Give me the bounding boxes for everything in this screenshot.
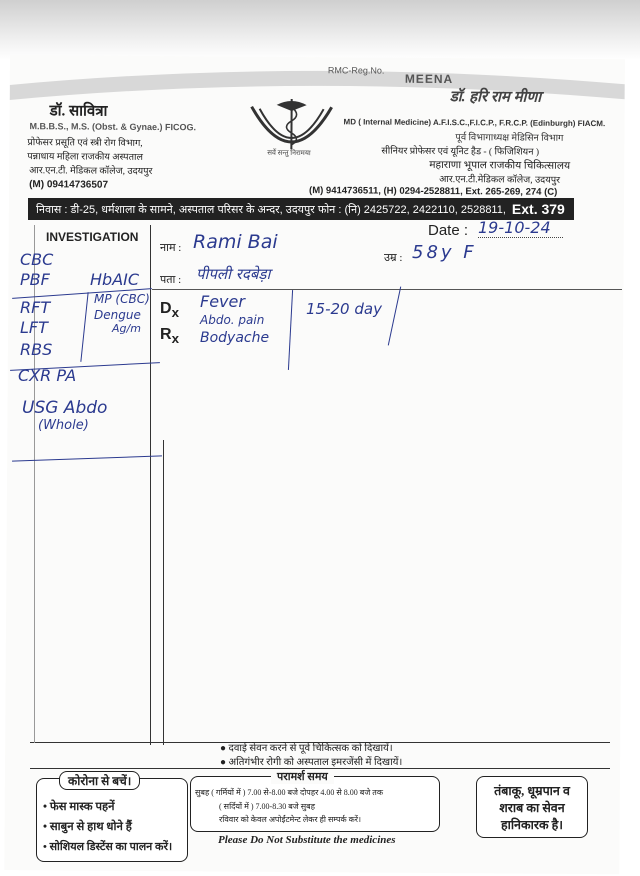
rmc-reg: RMC-Reg.No.: [327, 65, 385, 76]
consult-line-3: रविवार को केवल अपोईंटमेन्ट लेकर ही सम्पर्क करें।: [219, 815, 362, 824]
investigation-divider-lower: [163, 440, 164, 745]
address-ext: Ext. 379: [511, 201, 565, 217]
rx-label: $R_x$: [160, 326, 179, 347]
footer-note-1: ● दवाई सेवन करने से पूर्व चिकित्सक को दिखायें।: [220, 743, 393, 754]
date-label: Date :: [428, 222, 469, 239]
doctor-left-name: डॉ. सावित्रा: [49, 103, 108, 120]
inv-hba1c: HbAIC: [90, 270, 140, 289]
consult-title: परामर्श समय: [271, 769, 334, 784]
dx-abdo-pain: Abdo. pain: [200, 313, 265, 327]
consult-line-2: ( सर्दियों में ) 7.00-8.30 बजे सुबह: [219, 802, 315, 811]
corona-title: कोरोना से बचें।: [59, 771, 140, 790]
date-value: 19-10-24: [478, 218, 563, 238]
investigation-label: INVESTIGATION: [46, 230, 139, 244]
inv-rft: RFT: [20, 298, 51, 317]
inv-ag-m: Ag/m: [112, 322, 141, 335]
scan-top-shadow: [0, 0, 640, 60]
doctor-right-phone: (M) 9414736511, (H) 0294-2528811, Ext. 265-269, 274 (C): [309, 185, 558, 198]
inv-mp-cbc: MP (CBC): [94, 292, 150, 306]
patient-name: Rami Bai: [193, 231, 278, 253]
tobacco-box: [476, 776, 588, 838]
dx-fever: Fever: [200, 292, 245, 311]
age-label: उम्र :: [384, 252, 403, 264]
inv-rbs: RBS: [20, 340, 53, 359]
corona-item-hands: • साबुन से हाथ धोने हैं: [43, 821, 132, 833]
corona-item-distance: • सोशियल डिस्टेंस का पालन करें।: [43, 841, 173, 853]
patient-info-line: [152, 289, 622, 290]
doctor-left-college: आर.एन.टी. मेडिकल कॉलेज, उदयपुर: [29, 166, 153, 177]
inv-usg: USG Abdo: [22, 398, 108, 418]
footer-note-2: ● अतिगंभीर रोगी को अस्पताल इमरजेंसी में दिखायें।: [220, 757, 403, 768]
doctor-right-college: आर.एन.टी.मेडिकल कॉलेज, उदयपुर: [439, 174, 561, 186]
consult-line-1: सुबह ( गर्मियों में ) 7.00 से-8.00 बजे दोपहर 4.00 से 8.00 बजे तक: [195, 788, 383, 797]
doctor-right-name-hindi: डॉ. हरि राम मीणा: [449, 89, 542, 106]
dx-label: $D_x$: [160, 300, 179, 321]
inv-cbc: CBC: [20, 250, 54, 269]
inv-cxr: CXR PA: [18, 366, 77, 385]
inv-usg-whole: (Whole): [38, 418, 89, 433]
doctor-left-quals: M.B.B.S., M.S. (Obst. & Gynae.) FICOG.: [29, 121, 197, 133]
doctor-right-hospital: महाराणा भूपाल राजकीय चिकित्सालय: [429, 159, 571, 172]
inv-pbf: PBF: [20, 270, 50, 289]
address-band: [28, 198, 574, 220]
inv-dengue: Dengue: [94, 308, 141, 322]
patient-age: 58y F: [412, 242, 477, 263]
patient-address: पीपली रदबेड़ा: [196, 265, 271, 283]
consult-box: [190, 771, 440, 832]
substitute-note: Please Do Not Substitute the medicines: [218, 834, 396, 846]
tobacco-warning: तंबाकू, धूम्रपान व शराब का सेवन हानिकारक है।: [494, 784, 570, 832]
investigation-divider: [150, 225, 151, 745]
dx-duration: 15-20 day: [306, 300, 382, 318]
doctor-left-role: प्रोफेसर प्रसूति एवं स्त्री रोग विभाग,: [27, 138, 143, 149]
dx-bodyache: Bodyache: [200, 330, 270, 346]
doctor-right-name-en: MEENA: [404, 71, 454, 87]
inv-lft: LFT: [20, 318, 48, 337]
doctor-left-hospital: पन्नाधाय महिला राजकीय अस्पताल: [27, 152, 143, 163]
doctor-left-phone: (M) 09414736507: [29, 179, 109, 191]
address-text: निवास : डी-25, धर्मशाला के सामने, अस्पताल परिसर के अन्दर, उदयपुर फोन : (नि) 2425722, 2422110, 2528811,: [36, 203, 506, 216]
doctor-right-quals: MD ( Internal Medicine) A.F.I.S.C.,F.I.C.P., F.R.C.P. (Edinburgh) FIACM.: [343, 117, 606, 129]
corona-item-mask: • फेस मास्क पहनें: [43, 801, 115, 813]
doctor-right-role: सीनियर प्रोफेसर एवं यूनिट हैड - ( फिजिशियन ): [381, 146, 540, 158]
corona-box: [36, 774, 188, 862]
name-label: नाम :: [160, 242, 182, 254]
doctor-right-ex-head: पूर्व विभागाध्यक्ष मेडिसिन विभाग: [455, 133, 564, 144]
address-label: पता :: [160, 274, 182, 286]
logo-caption: सर्वे सन्तु निरामया: [267, 148, 311, 158]
